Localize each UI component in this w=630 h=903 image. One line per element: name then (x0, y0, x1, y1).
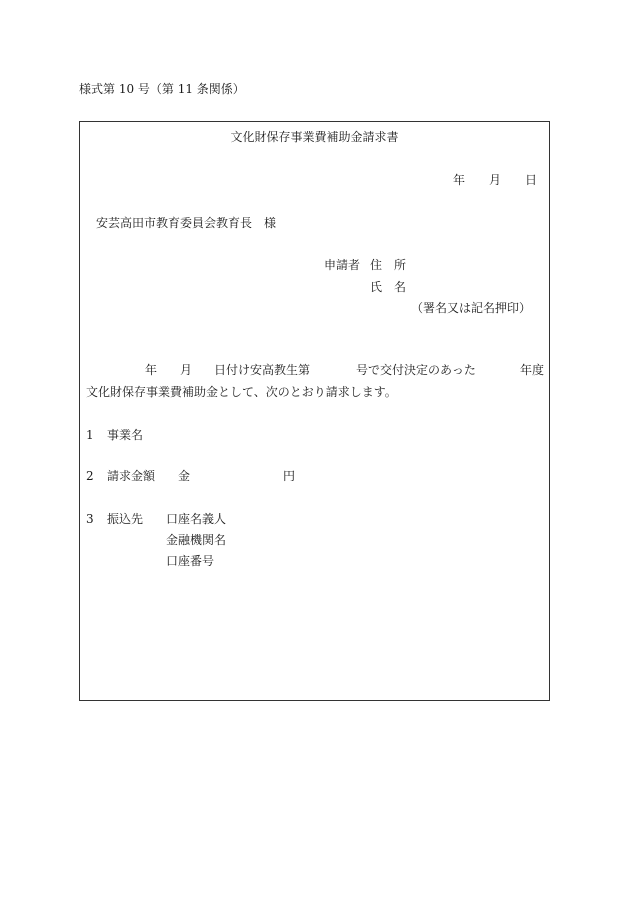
account-holder-label: 口座名義人 (166, 512, 227, 526)
item-3-number: 3 (86, 512, 94, 526)
body-request-sentence: 文化財保存事業費補助金として、次のとおり請求します。 (86, 385, 397, 399)
body-month-label: 月 (180, 363, 193, 377)
item-3-label: 振込先 (107, 512, 144, 526)
date-year-label: 年 (453, 173, 466, 187)
form-title: 文化財保存事業費補助金請求書 (230, 130, 399, 144)
bank-name-label: 金融機関名 (166, 533, 227, 547)
address-label: 住 所 (370, 258, 407, 272)
body-year-label: 年 (145, 363, 158, 377)
date-day-label: 日 (525, 173, 538, 187)
amount-unit: 円 (283, 469, 296, 483)
addressee: 安芸高田市教育委員会教育長 様 (96, 216, 277, 230)
item-1-label: 事業名 (107, 428, 144, 442)
form-frame (79, 121, 550, 701)
body-issued-by: 日付け安高教生第 (214, 363, 311, 377)
item-1-number: 1 (86, 428, 94, 442)
form-number: 様式第 10 号（第 11 条関係） (79, 82, 245, 96)
body-fiscal-year: 年度 (520, 363, 545, 377)
item-2-number: 2 (86, 469, 94, 483)
applicant-label: 申請者 (324, 258, 361, 272)
date-month-label: 月 (489, 173, 502, 187)
account-number-label: 口座番号 (166, 554, 215, 568)
seal-note: （署名又は記名押印） (411, 301, 532, 315)
item-2-label: 請求金額 (107, 469, 156, 483)
body-decision: 号で交付決定のあった (356, 363, 476, 377)
name-label: 氏 名 (370, 280, 407, 294)
amount-prefix: 金 (178, 469, 191, 483)
